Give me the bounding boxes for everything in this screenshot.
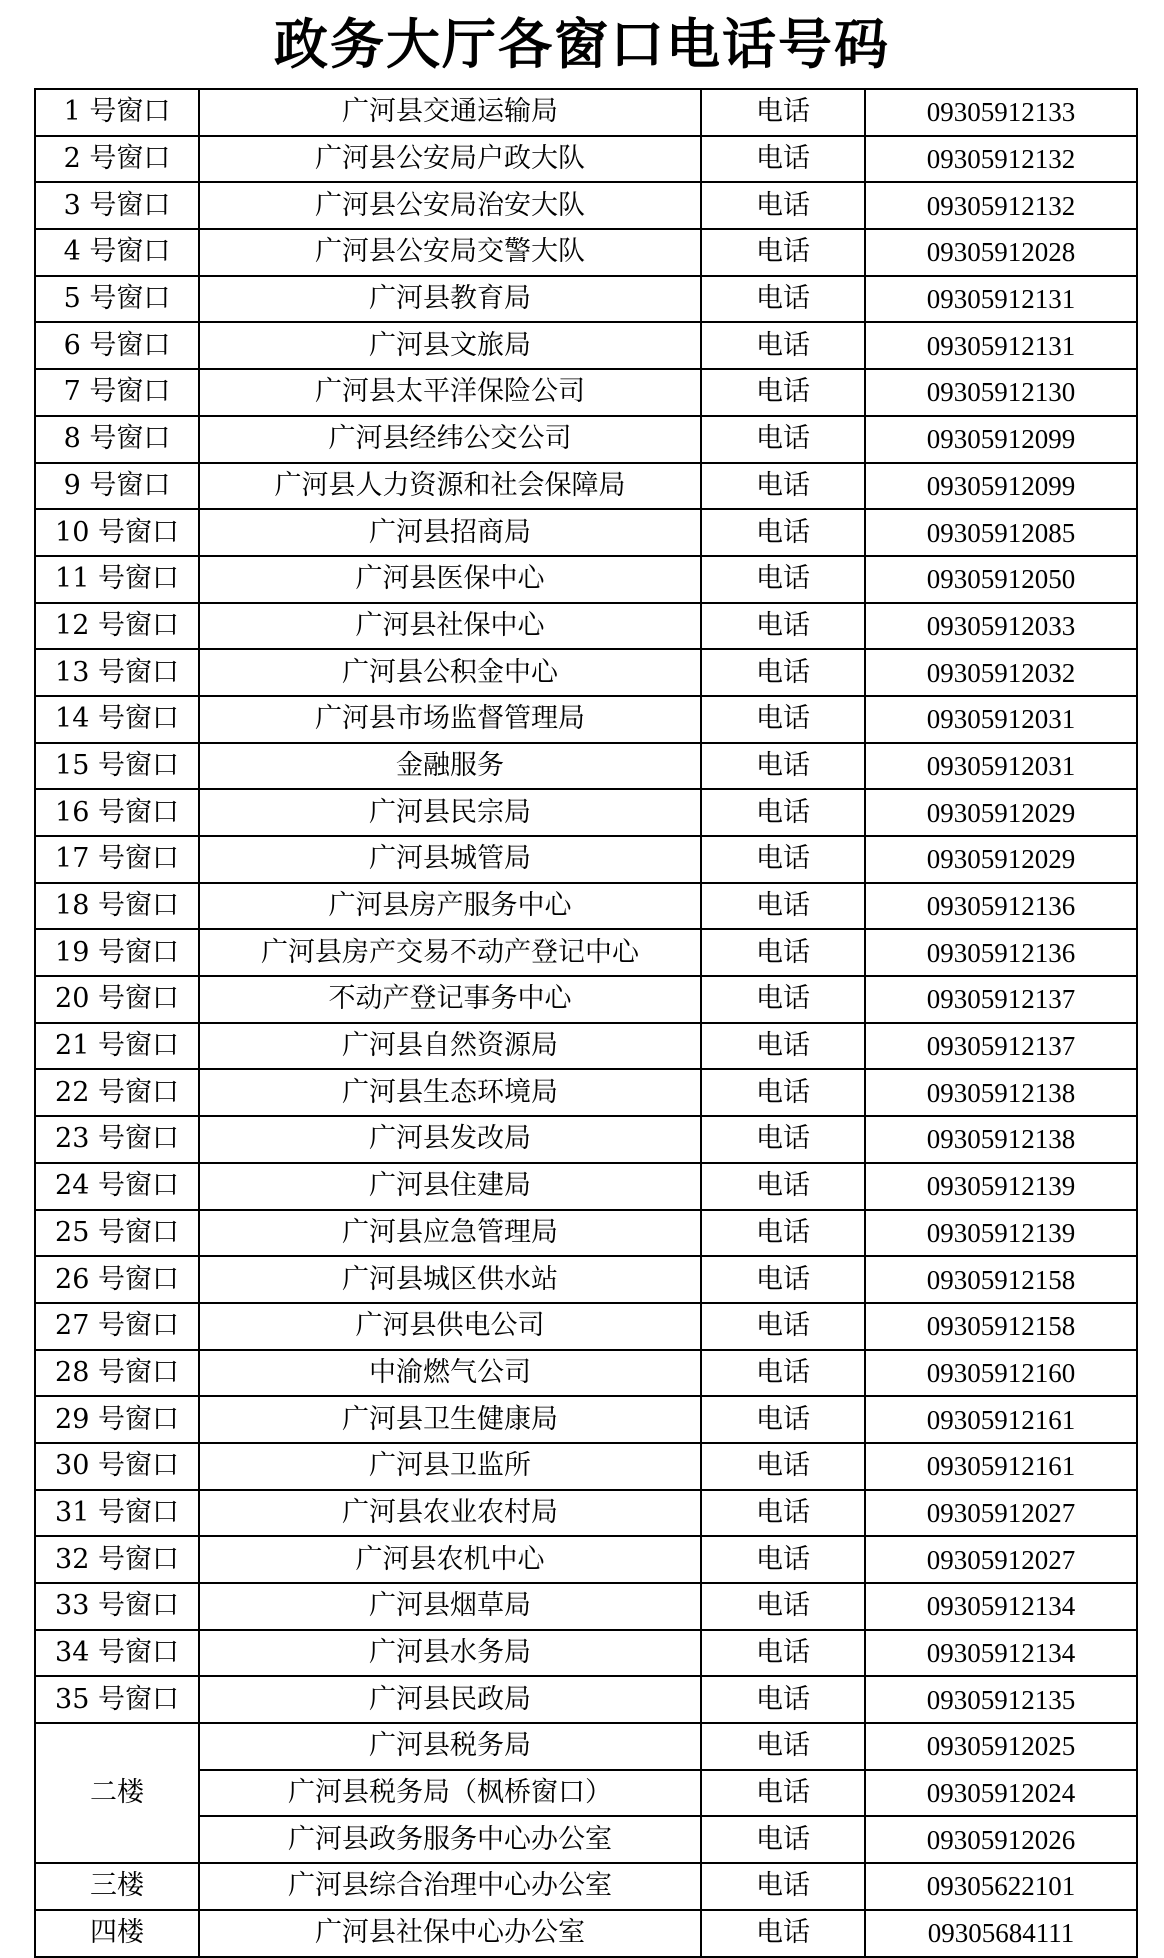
type-cell: 电话 [701, 369, 865, 416]
type-cell: 电话 [701, 1303, 865, 1350]
department-cell: 广河县公安局治安大队 [199, 182, 701, 229]
type-cell: 电话 [701, 322, 865, 369]
phone-cell: 09305912131 [865, 276, 1137, 323]
phone-cell: 09305912138 [865, 1069, 1137, 1116]
window-cell: 21 号窗口 [35, 1023, 199, 1070]
window-cell: 20 号窗口 [35, 976, 199, 1023]
type-cell: 电话 [701, 789, 865, 836]
table-row [35, 1396, 1137, 1443]
phone-cell: 09305912132 [865, 136, 1137, 183]
window-cell: 35 号窗口 [35, 1676, 199, 1723]
table-row [35, 1490, 1137, 1537]
phone-cell: 09305912099 [865, 416, 1137, 463]
department-cell: 广河县医保中心 [199, 556, 701, 603]
phone-cell: 09305912050 [865, 556, 1137, 603]
window-cell: 34 号窗口 [35, 1630, 199, 1677]
table-row [35, 369, 1137, 416]
department-cell: 广河县人力资源和社会保障局 [199, 463, 701, 510]
table-row-floor2 [35, 1816, 1137, 1863]
window-cell: 26 号窗口 [35, 1256, 199, 1303]
window-cell: 27 号窗口 [35, 1303, 199, 1350]
window-cell: 8 号窗口 [35, 416, 199, 463]
phone-cell: 09305912137 [865, 976, 1137, 1023]
phone-cell: 09305912134 [865, 1630, 1137, 1677]
type-cell: 电话 [701, 1630, 865, 1677]
department-cell: 广河县公安局户政大队 [199, 136, 701, 183]
department-cell: 广河县社保中心办公室 [199, 1910, 701, 1957]
phone-cell: 09305684111 [865, 1910, 1137, 1957]
table-row [35, 1630, 1137, 1677]
window-cell: 2 号窗口 [35, 136, 199, 183]
department-cell: 广河县住建局 [199, 1163, 701, 1210]
type-cell: 电话 [701, 1163, 865, 1210]
type-cell: 电话 [701, 136, 865, 183]
table-row [35, 743, 1137, 790]
phone-cell: 09305912031 [865, 743, 1137, 790]
department-cell: 广河县税务局 [199, 1723, 701, 1770]
phone-cell: 09305912134 [865, 1583, 1137, 1630]
table-row [35, 1536, 1137, 1583]
department-cell: 广河县城管局 [199, 836, 701, 883]
type-cell: 电话 [701, 463, 865, 510]
phone-cell: 09305912139 [865, 1163, 1137, 1210]
phone-table [34, 88, 1138, 1958]
window-cell: 32 号窗口 [35, 1536, 199, 1583]
type-cell: 电话 [701, 229, 865, 276]
department-cell: 广河县房产服务中心 [199, 883, 701, 930]
department-cell: 广河县太平洋保险公司 [199, 369, 701, 416]
department-cell: 广河县房产交易不动产登记中心 [199, 929, 701, 976]
type-cell: 电话 [701, 836, 865, 883]
department-cell: 广河县农机中心 [199, 1536, 701, 1583]
table-row [35, 322, 1137, 369]
floor-label-cell: 二楼 [35, 1723, 199, 1863]
window-cell: 25 号窗口 [35, 1210, 199, 1257]
department-cell: 广河县自然资源局 [199, 1023, 701, 1070]
phone-cell: 09305912026 [865, 1816, 1137, 1863]
phone-table-body [35, 89, 1137, 1957]
department-cell: 金融服务 [199, 743, 701, 790]
phone-cell: 09305912137 [865, 1023, 1137, 1070]
phone-cell: 09305912136 [865, 883, 1137, 930]
type-cell: 电话 [701, 1210, 865, 1257]
phone-cell: 09305912028 [865, 229, 1137, 276]
phone-cell: 09305912138 [865, 1116, 1137, 1163]
type-cell: 电话 [701, 883, 865, 930]
window-cell: 9 号窗口 [35, 463, 199, 510]
department-cell: 广河县税务局（枫桥窗口） [199, 1770, 701, 1817]
window-cell: 6 号窗口 [35, 322, 199, 369]
window-cell: 33 号窗口 [35, 1583, 199, 1630]
window-cell: 17 号窗口 [35, 836, 199, 883]
floor-label-cell: 三楼 [35, 1863, 199, 1910]
window-cell: 23 号窗口 [35, 1116, 199, 1163]
department-cell: 广河县城区供水站 [199, 1256, 701, 1303]
phone-cell: 09305912027 [865, 1490, 1137, 1537]
window-cell: 14 号窗口 [35, 696, 199, 743]
type-cell: 电话 [701, 1350, 865, 1397]
table-row [35, 509, 1137, 556]
type-cell: 电话 [701, 1256, 865, 1303]
type-cell: 电话 [701, 1816, 865, 1863]
window-cell: 3 号窗口 [35, 182, 199, 229]
table-row [35, 89, 1137, 136]
department-cell: 广河县民政局 [199, 1676, 701, 1723]
department-cell: 广河县公积金中心 [199, 649, 701, 696]
window-cell: 31 号窗口 [35, 1490, 199, 1537]
window-cell: 15 号窗口 [35, 743, 199, 790]
department-cell: 广河县应急管理局 [199, 1210, 701, 1257]
type-cell: 电话 [701, 1723, 865, 1770]
table-row [35, 136, 1137, 183]
phone-cell: 09305912085 [865, 509, 1137, 556]
table-row [35, 789, 1137, 836]
type-cell: 电话 [701, 1863, 865, 1910]
department-cell: 广河县生态环境局 [199, 1069, 701, 1116]
type-cell: 电话 [701, 1770, 865, 1817]
window-cell: 22 号窗口 [35, 1069, 199, 1116]
phone-cell: 09305912160 [865, 1350, 1137, 1397]
type-cell: 电话 [701, 556, 865, 603]
phone-cell: 09305912025 [865, 1723, 1137, 1770]
phone-cell: 09305912158 [865, 1303, 1137, 1350]
table-row [35, 182, 1137, 229]
table-row [35, 556, 1137, 603]
table-row-floor2 [35, 1723, 1137, 1770]
table-row [35, 1350, 1137, 1397]
phone-cell: 09305912031 [865, 696, 1137, 743]
type-cell: 电话 [701, 603, 865, 650]
phone-cell: 09305912132 [865, 182, 1137, 229]
department-cell: 广河县卫监所 [199, 1443, 701, 1490]
department-cell: 广河县交通运输局 [199, 89, 701, 136]
department-cell: 广河县公安局交警大队 [199, 229, 701, 276]
department-cell: 广河县供电公司 [199, 1303, 701, 1350]
table-row [35, 1256, 1137, 1303]
type-cell: 电话 [701, 1583, 865, 1630]
window-cell: 18 号窗口 [35, 883, 199, 930]
table-row-floor2 [35, 1770, 1137, 1817]
type-cell: 电话 [701, 1910, 865, 1957]
table-row [35, 976, 1137, 1023]
table-row [35, 1583, 1137, 1630]
department-cell: 广河县经纬公交公司 [199, 416, 701, 463]
phone-cell: 09305912139 [865, 1210, 1137, 1257]
phone-cell: 09305912133 [865, 89, 1137, 136]
table-row [35, 229, 1137, 276]
type-cell: 电话 [701, 743, 865, 790]
window-cell: 1 号窗口 [35, 89, 199, 136]
type-cell: 电话 [701, 416, 865, 463]
department-cell: 广河县综合治理中心办公室 [199, 1863, 701, 1910]
department-cell: 不动产登记事务中心 [199, 976, 701, 1023]
phone-cell: 09305912161 [865, 1443, 1137, 1490]
phone-cell: 09305912029 [865, 789, 1137, 836]
type-cell: 电话 [701, 182, 865, 229]
department-cell: 广河县农业农村局 [199, 1490, 701, 1537]
department-cell: 广河县水务局 [199, 1630, 701, 1677]
type-cell: 电话 [701, 1490, 865, 1537]
type-cell: 电话 [701, 929, 865, 976]
window-cell: 16 号窗口 [35, 789, 199, 836]
type-cell: 电话 [701, 1023, 865, 1070]
phone-cell: 09305912032 [865, 649, 1137, 696]
table-row-floor3 [35, 1863, 1137, 1910]
window-cell: 11 号窗口 [35, 556, 199, 603]
table-row [35, 276, 1137, 323]
window-cell: 12 号窗口 [35, 603, 199, 650]
table-row [35, 1163, 1137, 1210]
window-cell: 13 号窗口 [35, 649, 199, 696]
type-cell: 电话 [701, 1676, 865, 1723]
window-cell: 5 号窗口 [35, 276, 199, 323]
table-row [35, 883, 1137, 930]
department-cell: 广河县文旅局 [199, 322, 701, 369]
table-row-floor4 [35, 1910, 1137, 1957]
window-cell: 19 号窗口 [35, 929, 199, 976]
phone-cell: 09305622101 [865, 1863, 1137, 1910]
phone-cell: 09305912130 [865, 369, 1137, 416]
type-cell: 电话 [701, 976, 865, 1023]
window-cell: 7 号窗口 [35, 369, 199, 416]
department-cell: 广河县民宗局 [199, 789, 701, 836]
table-row [35, 649, 1137, 696]
table-row [35, 1676, 1137, 1723]
phone-cell: 09305912024 [865, 1770, 1137, 1817]
window-cell: 30 号窗口 [35, 1443, 199, 1490]
table-row [35, 1023, 1137, 1070]
phone-cell: 09305912161 [865, 1396, 1137, 1443]
phone-cell: 09305912136 [865, 929, 1137, 976]
type-cell: 电话 [701, 1443, 865, 1490]
table-row [35, 1069, 1137, 1116]
type-cell: 电话 [701, 1069, 865, 1116]
table-row [35, 463, 1137, 510]
type-cell: 电话 [701, 1396, 865, 1443]
phone-cell: 09305912029 [865, 836, 1137, 883]
phone-cell: 09305912135 [865, 1676, 1137, 1723]
department-cell: 中渝燃气公司 [199, 1350, 701, 1397]
department-cell: 广河县烟草局 [199, 1583, 701, 1630]
table-row [35, 1443, 1137, 1490]
department-cell: 广河县发改局 [199, 1116, 701, 1163]
window-cell: 29 号窗口 [35, 1396, 199, 1443]
window-cell: 24 号窗口 [35, 1163, 199, 1210]
phone-cell: 09305912027 [865, 1536, 1137, 1583]
type-cell: 电话 [701, 509, 865, 556]
window-cell: 28 号窗口 [35, 1350, 199, 1397]
table-row [35, 929, 1137, 976]
department-cell: 广河县教育局 [199, 276, 701, 323]
table-row [35, 836, 1137, 883]
table-row [35, 1303, 1137, 1350]
phone-cell: 09305912131 [865, 322, 1137, 369]
type-cell: 电话 [701, 1116, 865, 1163]
type-cell: 电话 [701, 696, 865, 743]
department-cell: 广河县招商局 [199, 509, 701, 556]
type-cell: 电话 [701, 1536, 865, 1583]
page-title: 政务大厅各窗口电话号码 [274, 13, 890, 76]
phone-cell: 09305912099 [865, 463, 1137, 510]
window-cell: 4 号窗口 [35, 229, 199, 276]
window-cell: 10 号窗口 [35, 509, 199, 556]
table-row [35, 1210, 1137, 1257]
phone-cell: 09305912033 [865, 603, 1137, 650]
table-row [35, 1116, 1137, 1163]
table-row [35, 603, 1137, 650]
department-cell: 广河县卫生健康局 [199, 1396, 701, 1443]
floor-label-cell: 四楼 [35, 1910, 199, 1957]
type-cell: 电话 [701, 276, 865, 323]
phone-cell: 09305912158 [865, 1256, 1137, 1303]
table-row [35, 416, 1137, 463]
department-cell: 广河县政务服务中心办公室 [199, 1816, 701, 1863]
department-cell: 广河县社保中心 [199, 603, 701, 650]
table-row [35, 696, 1137, 743]
department-cell: 广河县市场监督管理局 [199, 696, 701, 743]
type-cell: 电话 [701, 89, 865, 136]
type-cell: 电话 [701, 649, 865, 696]
